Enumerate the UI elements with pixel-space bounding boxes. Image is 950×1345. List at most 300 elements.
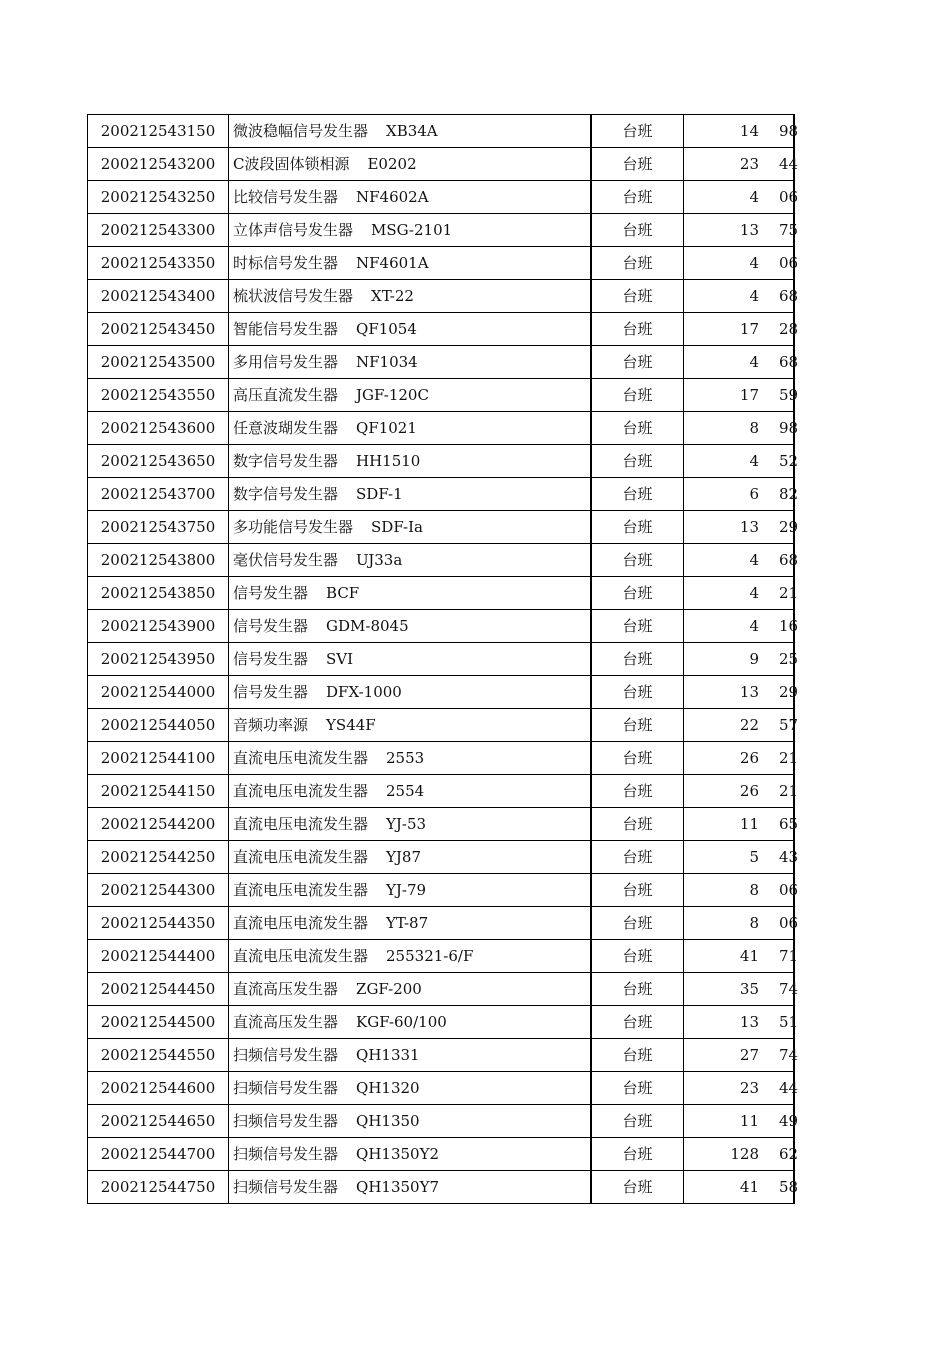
price-integer: 13 bbox=[739, 1013, 759, 1031]
item-name-cell bbox=[229, 1138, 592, 1171]
price-cell bbox=[684, 1039, 799, 1072]
price-integer: 4 bbox=[749, 551, 759, 569]
item-code-cell: 200212543850 bbox=[88, 577, 229, 610]
item-model: ZGF-200 bbox=[356, 980, 422, 998]
table-row bbox=[88, 280, 795, 313]
price-fraction: 21 bbox=[779, 749, 799, 767]
price-cell bbox=[684, 181, 799, 214]
item-code-cell: 200212543650 bbox=[88, 445, 229, 478]
price-cell bbox=[684, 1006, 799, 1039]
price-integer: 22 bbox=[739, 716, 759, 734]
item-name-cell bbox=[229, 709, 592, 742]
table-row bbox=[88, 1138, 795, 1171]
item-name-cell bbox=[229, 1171, 592, 1204]
unit-cell: 台班 bbox=[591, 973, 684, 1006]
table-row bbox=[88, 610, 795, 643]
item-name: 智能信号发生器 bbox=[233, 320, 339, 338]
item-name: 毫伏信号发生器 bbox=[233, 551, 339, 569]
item-name-cell bbox=[229, 577, 592, 610]
item-model: UJ33a bbox=[356, 551, 403, 569]
table-row bbox=[88, 874, 795, 907]
item-name: 直流电压电流发生器 bbox=[233, 914, 369, 932]
item-name: 扫频信号发生器 bbox=[233, 1046, 339, 1064]
item-model: YJ87 bbox=[386, 848, 422, 866]
item-code-cell: 200212544150 bbox=[88, 775, 229, 808]
price-cell bbox=[684, 676, 799, 709]
item-model: XT-22 bbox=[371, 287, 414, 305]
item-code-cell: 200212543800 bbox=[88, 544, 229, 577]
item-name: 微波稳幅信号发生器 bbox=[233, 122, 369, 140]
price-cell bbox=[684, 544, 799, 577]
item-model: QH1331 bbox=[356, 1046, 420, 1064]
price-integer: 8 bbox=[749, 914, 759, 932]
price-integer: 11 bbox=[739, 815, 759, 833]
item-name: 梳状波信号发生器 bbox=[233, 287, 354, 305]
unit-cell: 台班 bbox=[591, 478, 684, 511]
table-row bbox=[88, 775, 795, 808]
price-integer: 9 bbox=[749, 650, 759, 668]
price-integer: 128 bbox=[730, 1145, 759, 1163]
item-name-cell bbox=[229, 313, 592, 346]
price-fraction: 68 bbox=[779, 353, 799, 371]
item-name: 信号发生器 bbox=[233, 584, 309, 602]
price-integer: 4 bbox=[749, 617, 759, 635]
unit-cell: 台班 bbox=[591, 874, 684, 907]
price-integer: 4 bbox=[749, 287, 759, 305]
price-integer: 26 bbox=[739, 749, 759, 767]
item-model: SVI bbox=[326, 650, 354, 668]
item-name: 直流电压电流发生器 bbox=[233, 782, 369, 800]
unit-cell: 台班 bbox=[591, 940, 684, 973]
table-row bbox=[88, 511, 795, 544]
table-row bbox=[88, 940, 795, 973]
item-model: QF1021 bbox=[356, 419, 417, 437]
item-name: 直流高压发生器 bbox=[233, 1013, 339, 1031]
unit-cell: 台班 bbox=[591, 1138, 684, 1171]
price-cell bbox=[684, 412, 799, 445]
unit-cell: 台班 bbox=[591, 280, 684, 313]
item-code-cell: 200212543600 bbox=[88, 412, 229, 445]
price-cell bbox=[684, 115, 799, 148]
price-fraction: 43 bbox=[779, 848, 799, 866]
unit-cell: 台班 bbox=[591, 676, 684, 709]
item-name-cell bbox=[229, 1105, 592, 1138]
item-model: XB34A bbox=[386, 122, 438, 140]
price-fraction: 49 bbox=[779, 1112, 799, 1130]
price-integer: 35 bbox=[739, 980, 759, 998]
table-row bbox=[88, 973, 795, 1006]
item-code-cell: 200212544750 bbox=[88, 1171, 229, 1204]
item-name: 音频功率源 bbox=[233, 716, 309, 734]
unit-cell: 台班 bbox=[591, 1105, 684, 1138]
price-cell bbox=[684, 940, 799, 973]
price-fraction: 65 bbox=[779, 815, 799, 833]
price-fraction: 51 bbox=[779, 1013, 799, 1031]
item-code-cell: 200212544600 bbox=[88, 1072, 229, 1105]
price-fraction: 44 bbox=[779, 155, 799, 173]
item-model: QF1054 bbox=[356, 320, 417, 338]
table-row bbox=[88, 907, 795, 940]
item-name: 立体声信号发生器 bbox=[233, 221, 354, 239]
price-integer: 17 bbox=[739, 320, 759, 338]
price-cell bbox=[684, 907, 799, 940]
price-cell bbox=[684, 313, 799, 346]
table-row bbox=[88, 445, 795, 478]
item-name: 信号发生器 bbox=[233, 683, 309, 701]
spreadsheet-page bbox=[87, 114, 799, 1205]
table-row bbox=[88, 247, 795, 280]
item-model: DFX-1000 bbox=[326, 683, 402, 701]
item-model: 255321-6/F bbox=[386, 947, 474, 965]
item-code-cell: 200212544650 bbox=[88, 1105, 229, 1138]
table-row bbox=[88, 742, 795, 775]
price-cell bbox=[684, 247, 799, 280]
item-name: 扫频信号发生器 bbox=[233, 1178, 339, 1196]
item-name-cell bbox=[229, 973, 592, 1006]
price-integer: 14 bbox=[739, 122, 759, 140]
price-cell bbox=[684, 214, 799, 247]
price-fraction: 21 bbox=[779, 782, 799, 800]
price-integer: 23 bbox=[739, 155, 759, 173]
unit-cell: 台班 bbox=[591, 115, 684, 148]
price-fraction: 06 bbox=[779, 188, 799, 206]
item-model: YJ-79 bbox=[386, 881, 427, 899]
price-cell bbox=[684, 1072, 799, 1105]
item-name-cell bbox=[229, 214, 592, 247]
price-cell bbox=[684, 445, 799, 478]
table-row bbox=[88, 346, 795, 379]
price-integer: 27 bbox=[739, 1046, 759, 1064]
item-name-cell bbox=[229, 1006, 592, 1039]
item-name-cell bbox=[229, 379, 592, 412]
unit-cell: 台班 bbox=[591, 907, 684, 940]
item-code-cell: 200212543750 bbox=[88, 511, 229, 544]
item-code-cell: 200212544050 bbox=[88, 709, 229, 742]
item-model: QH1350Y7 bbox=[356, 1178, 440, 1196]
item-name-cell bbox=[229, 445, 592, 478]
item-code-cell: 200212544400 bbox=[88, 940, 229, 973]
item-code-cell: 200212543300 bbox=[88, 214, 229, 247]
price-cell bbox=[684, 808, 799, 841]
unit-cell: 台班 bbox=[591, 1006, 684, 1039]
price-fraction: 74 bbox=[779, 980, 799, 998]
item-name-cell bbox=[229, 940, 592, 973]
item-model: GDM-8045 bbox=[326, 617, 409, 635]
item-model: NF1034 bbox=[356, 353, 418, 371]
table-row bbox=[88, 1105, 795, 1138]
item-model: JGF-120C bbox=[356, 386, 429, 404]
price-cell bbox=[684, 148, 799, 181]
unit-cell: 台班 bbox=[591, 808, 684, 841]
item-code-cell: 200212544700 bbox=[88, 1138, 229, 1171]
item-name: 直流电压电流发生器 bbox=[233, 815, 369, 833]
item-name-cell bbox=[229, 1039, 592, 1072]
item-code-cell: 200212543700 bbox=[88, 478, 229, 511]
item-name-cell bbox=[229, 874, 592, 907]
price-cell bbox=[684, 346, 799, 379]
item-code-cell: 200212544000 bbox=[88, 676, 229, 709]
table-body bbox=[88, 115, 799, 1204]
price-integer: 23 bbox=[739, 1079, 759, 1097]
price-fraction: 52 bbox=[779, 452, 799, 470]
item-name-cell bbox=[229, 511, 592, 544]
price-fraction: 44 bbox=[779, 1079, 799, 1097]
price-fraction: 74 bbox=[779, 1046, 799, 1064]
price-integer: 4 bbox=[749, 452, 759, 470]
item-name: 扫频信号发生器 bbox=[233, 1112, 339, 1130]
item-code-cell: 200212544300 bbox=[88, 874, 229, 907]
item-model: YS44F bbox=[326, 716, 376, 734]
unit-cell: 台班 bbox=[591, 445, 684, 478]
unit-cell: 台班 bbox=[591, 841, 684, 874]
item-name-cell bbox=[229, 841, 592, 874]
item-model: HH1510 bbox=[356, 452, 421, 470]
item-name: C波段固体锁相源 bbox=[233, 155, 350, 173]
price-fraction: 59 bbox=[779, 386, 799, 404]
item-name-cell bbox=[229, 676, 592, 709]
unit-cell: 台班 bbox=[591, 544, 684, 577]
price-fraction: 98 bbox=[779, 122, 799, 140]
item-model: QH1350Y2 bbox=[356, 1145, 440, 1163]
price-cell bbox=[684, 610, 799, 643]
unit-cell: 台班 bbox=[591, 1072, 684, 1105]
unit-cell: 台班 bbox=[591, 610, 684, 643]
item-model: YT-87 bbox=[386, 914, 429, 932]
table-row bbox=[88, 412, 795, 445]
price-cell bbox=[684, 973, 799, 1006]
item-name-cell bbox=[229, 412, 592, 445]
unit-cell: 台班 bbox=[591, 577, 684, 610]
table-row bbox=[88, 478, 795, 511]
price-fraction: 62 bbox=[779, 1145, 799, 1163]
price-cell bbox=[684, 1105, 799, 1138]
unit-cell: 台班 bbox=[591, 742, 684, 775]
unit-cell: 台班 bbox=[591, 181, 684, 214]
price-cell bbox=[684, 709, 799, 742]
price-integer: 13 bbox=[739, 683, 759, 701]
price-fraction: 29 bbox=[779, 683, 799, 701]
item-model: NF4601A bbox=[356, 254, 429, 272]
price-cell bbox=[684, 511, 799, 544]
price-fraction: 25 bbox=[779, 650, 799, 668]
item-name: 高压直流发生器 bbox=[233, 386, 339, 404]
price-cell bbox=[684, 775, 799, 808]
price-fraction: 28 bbox=[779, 320, 799, 338]
item-code-cell: 200212543200 bbox=[88, 148, 229, 181]
table-row bbox=[88, 1006, 795, 1039]
item-name: 比较信号发生器 bbox=[233, 188, 339, 206]
item-model: SDF-1 bbox=[356, 485, 403, 503]
item-model: BCF bbox=[326, 584, 360, 602]
price-cell bbox=[684, 841, 799, 874]
item-name-cell bbox=[229, 775, 592, 808]
price-fraction: 82 bbox=[779, 485, 799, 503]
table-row bbox=[88, 115, 795, 148]
item-model: NF4602A bbox=[356, 188, 429, 206]
price-integer: 13 bbox=[739, 221, 759, 239]
item-code-cell: 200212544250 bbox=[88, 841, 229, 874]
item-name-cell bbox=[229, 478, 592, 511]
price-integer: 5 bbox=[749, 848, 759, 866]
price-cell bbox=[684, 1171, 799, 1204]
item-model: MSG-2101 bbox=[371, 221, 453, 239]
item-name: 直流电压电流发生器 bbox=[233, 848, 369, 866]
price-integer: 6 bbox=[749, 485, 759, 503]
price-fraction: 21 bbox=[779, 584, 799, 602]
item-name-cell bbox=[229, 148, 592, 181]
unit-cell: 台班 bbox=[591, 1171, 684, 1204]
price-integer: 17 bbox=[739, 386, 759, 404]
price-fraction: 57 bbox=[779, 716, 799, 734]
price-integer: 8 bbox=[749, 881, 759, 899]
item-name-cell bbox=[229, 742, 592, 775]
item-code-cell: 200212543350 bbox=[88, 247, 229, 280]
item-model: KGF-60/100 bbox=[356, 1013, 447, 1031]
price-cell bbox=[684, 874, 799, 907]
unit-cell: 台班 bbox=[591, 313, 684, 346]
price-integer: 4 bbox=[749, 584, 759, 602]
table-row bbox=[88, 643, 795, 676]
item-name: 扫频信号发生器 bbox=[233, 1079, 339, 1097]
table-row bbox=[88, 577, 795, 610]
item-name-cell bbox=[229, 280, 592, 313]
item-name: 数字信号发生器 bbox=[233, 452, 339, 470]
unit-cell: 台班 bbox=[591, 511, 684, 544]
price-integer: 4 bbox=[749, 353, 759, 371]
item-code-cell: 200212543250 bbox=[88, 181, 229, 214]
item-code-cell: 200212543550 bbox=[88, 379, 229, 412]
table-row bbox=[88, 1072, 795, 1105]
item-code-cell: 200212543450 bbox=[88, 313, 229, 346]
unit-cell: 台班 bbox=[591, 1039, 684, 1072]
unit-cell: 台班 bbox=[591, 346, 684, 379]
unit-cell: 台班 bbox=[591, 214, 684, 247]
price-fraction: 06 bbox=[779, 881, 799, 899]
item-code-cell: 200212543900 bbox=[88, 610, 229, 643]
table-row bbox=[88, 181, 795, 214]
table-row bbox=[88, 1171, 795, 1204]
item-name-cell bbox=[229, 610, 592, 643]
item-name: 信号发生器 bbox=[233, 617, 309, 635]
item-code-cell: 200212543500 bbox=[88, 346, 229, 379]
item-code-cell: 200212544500 bbox=[88, 1006, 229, 1039]
price-cell bbox=[684, 577, 799, 610]
item-name-cell bbox=[229, 808, 592, 841]
item-code-cell: 200212544450 bbox=[88, 973, 229, 1006]
item-name-cell bbox=[229, 1072, 592, 1105]
item-code-cell: 200212544350 bbox=[88, 907, 229, 940]
price-fraction: 68 bbox=[779, 551, 799, 569]
unit-cell: 台班 bbox=[591, 247, 684, 280]
item-name: 扫频信号发生器 bbox=[233, 1145, 339, 1163]
price-integer: 41 bbox=[739, 947, 759, 965]
price-integer: 41 bbox=[739, 1178, 759, 1196]
price-fraction: 58 bbox=[779, 1178, 799, 1196]
price-fraction: 29 bbox=[779, 518, 799, 536]
table-row bbox=[88, 544, 795, 577]
item-name: 多用信号发生器 bbox=[233, 353, 339, 371]
price-fraction: 16 bbox=[779, 617, 799, 635]
table-row bbox=[88, 808, 795, 841]
table-row bbox=[88, 313, 795, 346]
price-fraction: 98 bbox=[779, 419, 799, 437]
price-integer: 11 bbox=[739, 1112, 759, 1130]
price-cell bbox=[684, 742, 799, 775]
item-name-cell bbox=[229, 247, 592, 280]
price-integer: 13 bbox=[739, 518, 759, 536]
unit-cell: 台班 bbox=[591, 643, 684, 676]
table-row bbox=[88, 379, 795, 412]
item-name-cell bbox=[229, 181, 592, 214]
item-name-cell bbox=[229, 115, 592, 148]
item-model: 2554 bbox=[386, 782, 425, 800]
item-code-cell: 200212543950 bbox=[88, 643, 229, 676]
item-name-cell bbox=[229, 643, 592, 676]
item-name: 直流电压电流发生器 bbox=[233, 947, 369, 965]
item-name-cell bbox=[229, 907, 592, 940]
table-row bbox=[88, 841, 795, 874]
item-name: 直流高压发生器 bbox=[233, 980, 339, 998]
unit-cell: 台班 bbox=[591, 775, 684, 808]
price-fraction: 06 bbox=[779, 254, 799, 272]
item-name-cell bbox=[229, 346, 592, 379]
item-name: 数字信号发生器 bbox=[233, 485, 339, 503]
item-model: SDF-Ia bbox=[371, 518, 423, 536]
equipment-table bbox=[87, 114, 799, 1204]
item-model: YJ-53 bbox=[386, 815, 427, 833]
unit-cell: 台班 bbox=[591, 379, 684, 412]
unit-cell: 台班 bbox=[591, 148, 684, 181]
item-code-cell: 200212544200 bbox=[88, 808, 229, 841]
item-code-cell: 200212544100 bbox=[88, 742, 229, 775]
unit-cell: 台班 bbox=[591, 709, 684, 742]
price-fraction: 71 bbox=[779, 947, 799, 965]
price-integer: 4 bbox=[749, 254, 759, 272]
item-code-cell: 200212543150 bbox=[88, 115, 229, 148]
price-cell bbox=[684, 478, 799, 511]
table-row bbox=[88, 214, 795, 247]
item-name: 直流电压电流发生器 bbox=[233, 749, 369, 767]
price-fraction: 68 bbox=[779, 287, 799, 305]
price-cell bbox=[684, 1138, 799, 1171]
item-name: 多功能信号发生器 bbox=[233, 518, 354, 536]
price-integer: 26 bbox=[739, 782, 759, 800]
item-model: QH1320 bbox=[356, 1079, 420, 1097]
table-row bbox=[88, 1039, 795, 1072]
item-model: E0202 bbox=[367, 155, 417, 173]
item-name: 信号发生器 bbox=[233, 650, 309, 668]
item-name: 时标信号发生器 bbox=[233, 254, 339, 272]
price-integer: 4 bbox=[749, 188, 759, 206]
item-name: 直流电压电流发生器 bbox=[233, 881, 369, 899]
item-model: 2553 bbox=[386, 749, 425, 767]
table-row bbox=[88, 676, 795, 709]
price-fraction: 06 bbox=[779, 914, 799, 932]
item-name: 任意波瑚发生器 bbox=[233, 419, 339, 437]
item-code-cell: 200212543400 bbox=[88, 280, 229, 313]
price-integer: 8 bbox=[749, 419, 759, 437]
item-model: QH1350 bbox=[356, 1112, 420, 1130]
price-cell bbox=[684, 379, 799, 412]
price-fraction: 75 bbox=[779, 221, 799, 239]
price-cell bbox=[684, 643, 799, 676]
table-row bbox=[88, 148, 795, 181]
price-cell bbox=[684, 280, 799, 313]
item-name-cell bbox=[229, 544, 592, 577]
table-row bbox=[88, 709, 795, 742]
item-code-cell: 200212544550 bbox=[88, 1039, 229, 1072]
unit-cell: 台班 bbox=[591, 412, 684, 445]
